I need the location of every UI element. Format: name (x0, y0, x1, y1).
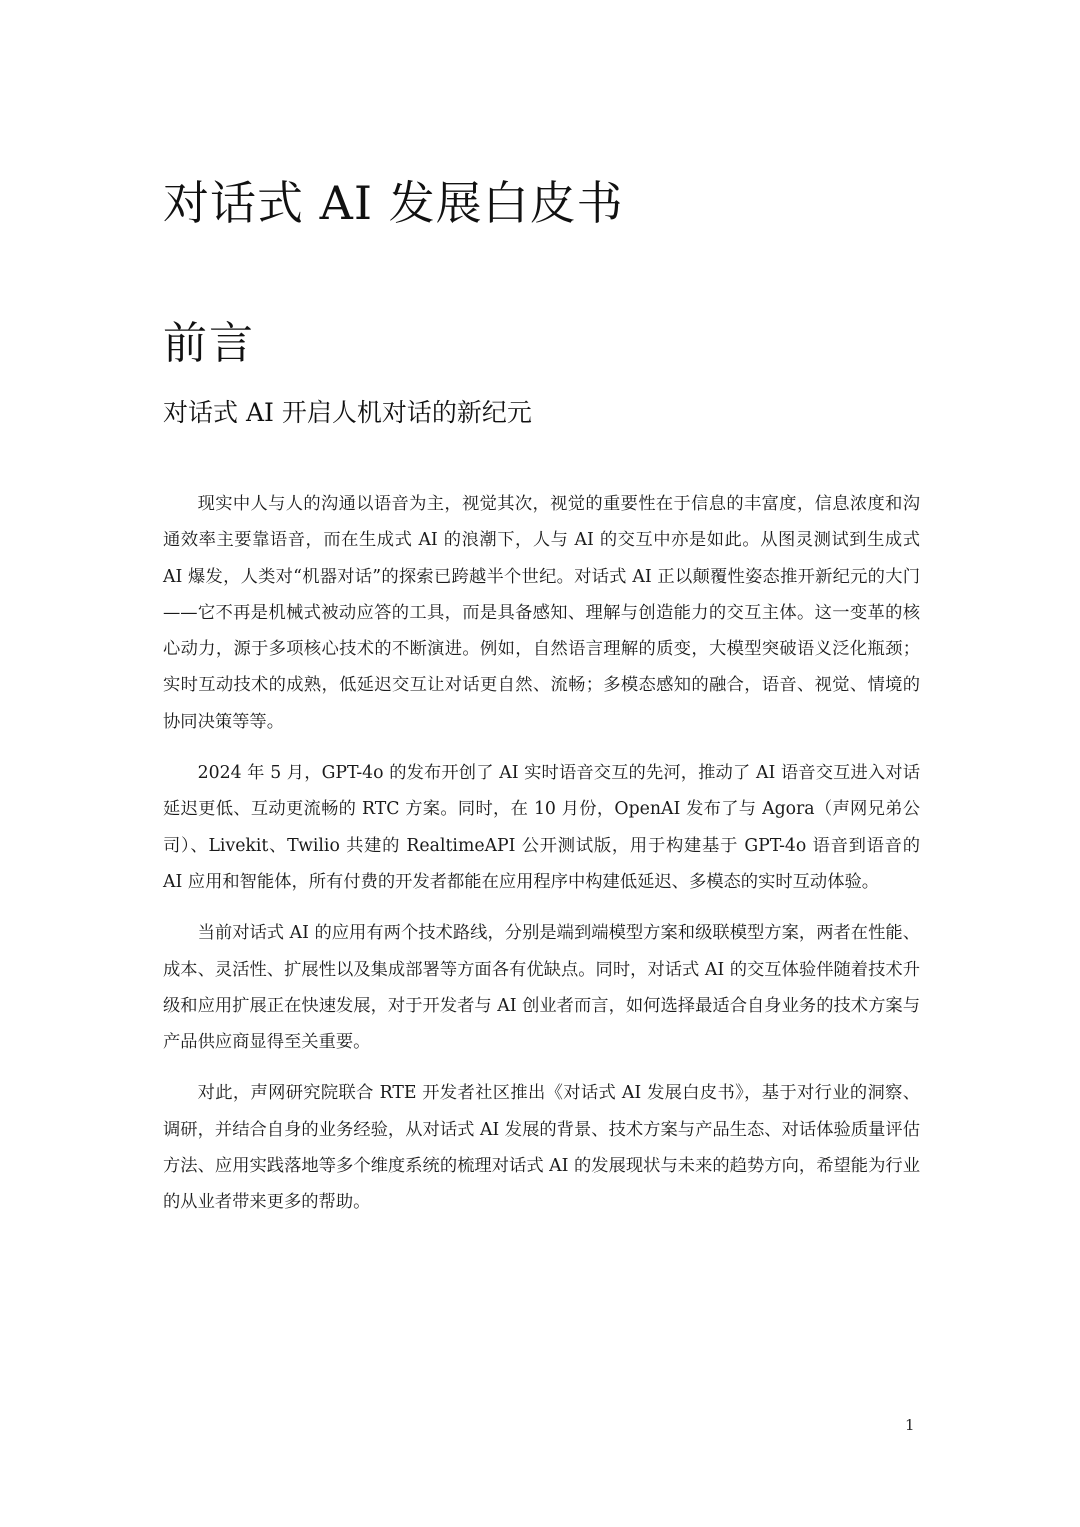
document-body (163, 486, 920, 1236)
document-title: 对话式 AI 发展白皮书 (163, 176, 624, 230)
paragraph-2: 2024 年 5 月，GPT-4o 的发布开创了 AI 实时语音交互的先河，推动了 AI 语音交互进入对话延迟更低、互动更流畅的 RTC 方案。同时，在 10 月份，OpenAI 发布了与 Agora（声网兄弟公司）、Livekit、Twilio 共建的 RealtimeAPI 公开测试版，用于构建基于 GPT-4o 语音到语音的 AI 应用和智能体，所有付费的开发者都能在应用程序中构建低延迟、多模态的实时互动体验。 (163, 763, 920, 892)
page-number: 1 (905, 1416, 915, 1434)
paragraph-4: 对此，声网研究院联合 RTE 开发者社区推出《对话式 AI 发展白皮书》，基于对行业的洞察、调研，并结合自身的业务经验，从对话式 AI 发展的背景、技术方案与产品生态、对话体验质量评估方法、应用实践落地等多个维度系统的梳理对话式 AI 的发展现状与未来的趋势方向，希望能为行业的从业者带来更多的帮助。 (163, 1083, 920, 1213)
paragraph-3: 当前对话式 AI 的应用有两个技术路线，分别是端到端模型方案和级联模型方案，两者在性能、成本、灵活性、扩展性以及集成部署等方面各有优缺点。同时，对话式 AI 的交互体验伴随着技术升级和应用扩展正在快速发展，对于开发者与 AI 创业者而言，如何选择最适合自身业务的技术方案与产品供应商显得至关重要。 (163, 923, 920, 1053)
section-title: 前言 (163, 318, 255, 369)
section-subtitle: 对话式 AI 开启人机对话的新纪元 (163, 398, 532, 427)
paragraph-1: 现实中人与人的沟通以语音为主，视觉其次，视觉的重要性在于信息的丰富度，信息浓度和沟通效率主要靠语音，而在生成式 AI 的浪潮下，人与 AI 的交互中亦是如此。从图灵测试到生成式 AI 爆发，人类对“机器对话”的探索已跨越半个世纪。对话式 AI 正以颠覆性姿态推开新纪元的大门——它不再是机械式被动应答的工具，而是具备感知、理解与创造能力的交互主体。这一变革的核心动力，源于多项核心技术的不断演进。例如，自然语言理解的质变，大模型突破语义泛化瓶颈；实时互动技术的成熟，低延迟交互让对话更自然、流畅；多模态感知的融合，语音、视觉、情境的协同决策等等。 (163, 494, 920, 732)
